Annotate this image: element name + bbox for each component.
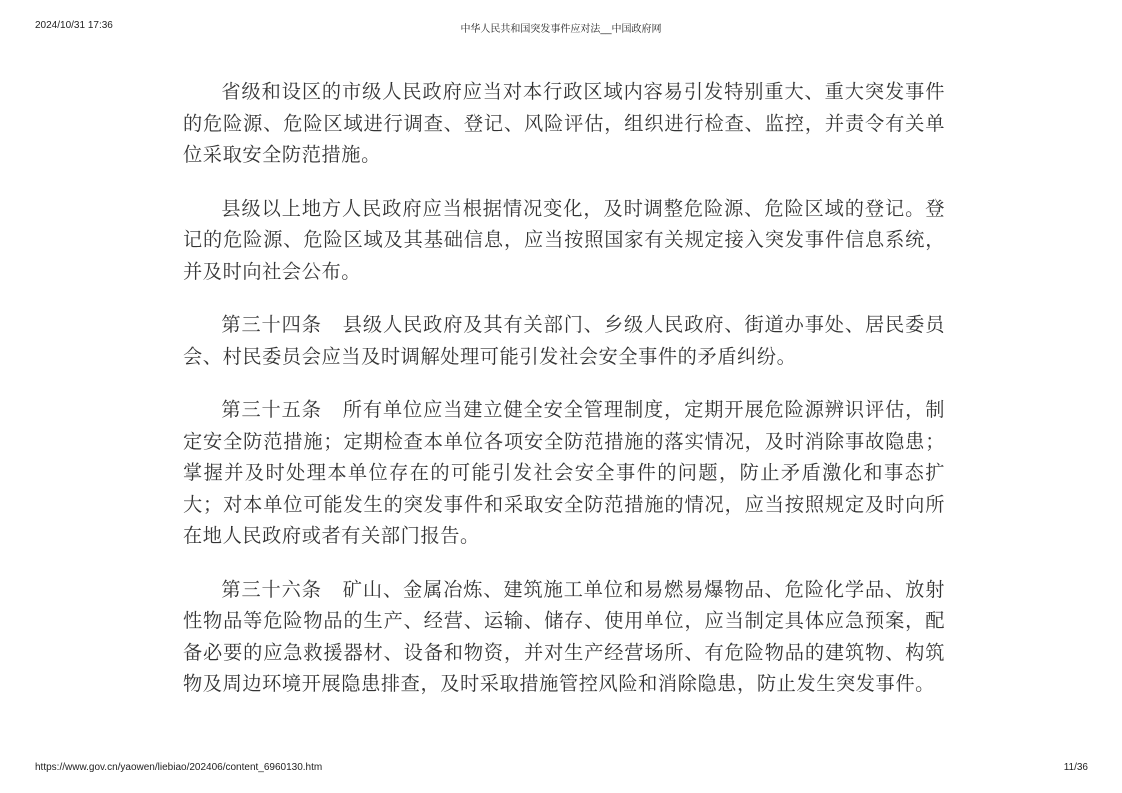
paragraph-2 [183,193,945,288]
print-datetime: 2024/10/31 17:36 [35,20,113,31]
page-title: 中华人民共和国突发事件应对法__中国政府网 [460,24,662,35]
document-body [183,76,945,722]
paragraph-text: 县级人民政府及其有关部门、乡级人民政府、街道办事处、居民委员会、村民委员会应当及时调解处理可能引发社会安全事件的矛盾纠纷。 [183,313,945,368]
article-number: 第三十六条 [221,577,322,601]
paragraph-text: 矿山、金属冶炼、建筑施工单位和易燃易爆物品、危险化学品、放射性物品等危险物品的生产、经营、运输、储存、使用单位，应当制定具体应急预案，配备必要的应急救援器材、设备和物资，并对生产经营场所、有危险物品的建筑物、构筑物及周边环境开展隐患排查，及时采取措施管控风险和消除隐患，防止发生突发事件。 [183,577,945,695]
paragraph-text: 省级和设区的市级人民政府应当对本行政区域内容易引发特别重大、重大突发事件的危险源、危险区域进行调查、登记、风险评估，组织进行检查、监控，并责令有关单位采取安全防范措施。 [183,80,945,166]
article-number: 第三十四条 [221,313,322,336]
article-36 [183,574,945,700]
paragraph-text: 县级以上地方人民政府应当根据情况变化，及时调整危险源、危险区域的登记。登记的危险源、危险区域及其基础信息，应当按照国家有关规定接入突发事件信息系统，并及时向社会公布。 [183,196,945,283]
page-url: https://www.gov.cn/yaowen/liebiao/202406/content_6960130.htm [35,762,323,773]
article-35 [183,394,945,552]
article-number: 第三十五条 [221,398,322,421]
article-34 [183,309,945,372]
paragraph-1 [183,76,945,171]
paragraph-text: 所有单位应当建立健全安全管理制度，定期开展危险源辨识评估，制定安全防范措施；定期检查本单位各项安全防范措施的落实情况，及时消除事故隐患；掌握并及时处理本单位存在的可能引发社会安全事件的问题，防止矛盾激化和事态扩大；对本单位可能发生的突发事件和采取安全防范措施的情况，应当按照规定及时向所在地人民政府或者有关部门报告。 [183,398,945,547]
page-number: 11/36 [1063,762,1088,773]
